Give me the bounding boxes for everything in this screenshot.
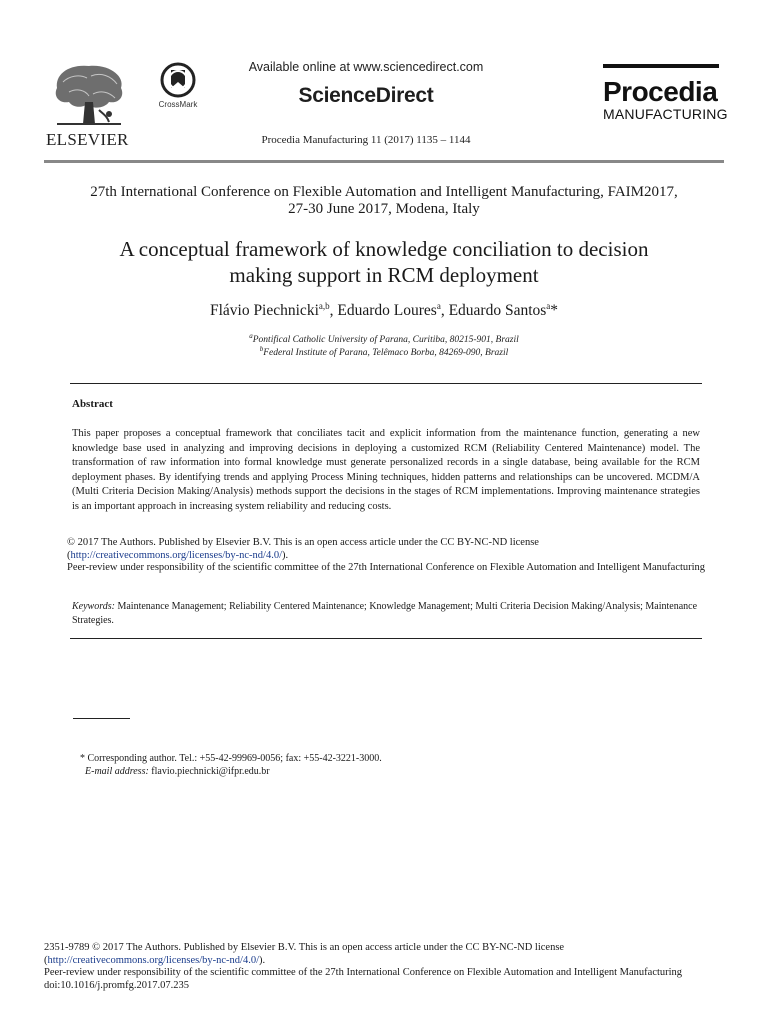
conference-line-1: 27th International Conference on Flexible Automation and Intelligent Manufacturing, FAIM2017,: [90, 184, 678, 200]
keywords-text: Maintenance Management; Reliability Centered Maintenance; Knowledge Management; Multi Criteria Decision Making/Analysis; Maintenance Strategies.: [72, 601, 698, 626]
title-line-2: making support in RCM deployment: [229, 263, 539, 287]
affiliation-text: Pontifical Catholic University of Parana, Curitiba, 80215-901, Brazil: [252, 335, 519, 345]
email-label: E-mail address:: [85, 766, 149, 777]
footer-license-link[interactable]: http://creativecommons.org/licenses/by-nc-nd/4.0/: [47, 954, 260, 966]
license-statement: © 2017 The Authors. Published by Elsevier B.V. This is an open access article under the CC BY-NC-ND license: [67, 537, 539, 548]
conference-info: [40, 184, 728, 218]
author-name: Eduardo Santos: [448, 302, 547, 319]
crossmark-label: CrossMark: [158, 100, 198, 109]
affiliations: [60, 331, 708, 359]
crossmark-icon: [160, 62, 196, 98]
elsevier-wordmark: ELSEVIER: [46, 130, 129, 149]
procedia-logo: [603, 64, 728, 136]
author-affiliation-mark: a: [436, 300, 441, 311]
procedia-subtitle: MANUFACTURING: [603, 106, 728, 122]
author-name: Eduardo Loures: [337, 302, 437, 319]
footnote-rule: [73, 718, 130, 719]
abstract-body: This paper proposes a conceptual framework that conciliates tacit and explicit information from the maintenance function, generating a new knowledge base used in analyzing and improving decisions in deploying a customized RCM (Reliability Centered Maintenance) model. The transformation of raw information into formal knowledge must generate personalized records in a single database, being available for the RCM deployment phases. By identifying trends and applying Process Mining techniques, hidden patterns and relationships can be uncovered. MCDM/A (Multi Criteria Decision Making/Analysis) methods support the decisions in the stages of RCM implementations. Improving maintenance strategies is an important approach in increasing system reliability and reducing costs.: [72, 428, 700, 512]
author-affiliation-mark: a: [546, 300, 551, 311]
abstract-bottom-rule: [70, 638, 702, 639]
footer-link-line: (http://creativecommons.org/licenses/by-nc-nd/4.0/).: [44, 954, 266, 966]
license-block: [67, 537, 707, 575]
author-separator: ,: [329, 302, 338, 319]
abstract-heading: Abstract: [72, 398, 113, 410]
elsevier-logo: [46, 58, 132, 150]
crossmark-badge[interactable]: [152, 62, 204, 109]
author-affiliation-mark: a,b: [318, 300, 330, 311]
conference-line-2: 27-30 June 2017, Modena, Italy: [288, 201, 480, 217]
author-name: Flávio Piechnicki: [209, 302, 319, 319]
affiliation-mark: a: [249, 331, 253, 340]
elsevier-tree-icon: [49, 58, 129, 128]
abstract-top-rule: [70, 383, 702, 384]
page-footer: [44, 942, 744, 992]
title-line-1: A conceptual framework of knowledge conciliation to decision: [119, 237, 649, 261]
footer-peer-review: Peer-review under responsibility of the scientific committee of the 27th International Conference on Flexible Automation and Intelligent Manufacturing: [44, 967, 683, 978]
header-divider: [44, 160, 724, 163]
paper-title: [60, 236, 708, 288]
corresponding-author-contact: * Corresponding author. Tel.: +55-42-99969-0056; fax: +55-42-3221-3000.: [80, 753, 382, 764]
affiliation-text: Federal Institute of Parana, Telêmaco Borba, 84269-090, Brazil: [263, 347, 509, 358]
keywords-label: Keywords:: [72, 601, 115, 612]
email-address[interactable]: flavio.piechnicki@ifpr.edu.br: [151, 766, 270, 777]
footer-doi: doi:10.1016/j.promfg.2017.07.235: [44, 979, 189, 991]
affiliation-a: [60, 331, 708, 347]
license-link[interactable]: http://creativecommons.org/licenses/by-nc-nd/4.0/: [70, 549, 283, 561]
journal-reference: Procedia Manufacturing 11 (2017) 1135 – 1144: [261, 134, 471, 146]
sciencedirect-logo: ScienceDirect: [298, 84, 434, 107]
affiliation-b: [60, 344, 708, 360]
available-online-text: Available online at www.sciencedirect.com: [248, 60, 484, 74]
corresponding-author-footnote: [80, 752, 680, 778]
procedia-top-bar: [603, 64, 719, 68]
corresponding-marker: *: [550, 302, 559, 319]
license-link-line: (http://creativecommons.org/licenses/by-nc-nd/4.0/).: [67, 549, 289, 561]
author-list: [60, 302, 708, 320]
author-separator: ,: [440, 302, 449, 319]
footer-link-close: ).: [259, 954, 266, 966]
footer-issn-license: 2351-9789 © 2017 The Authors. Published by Elsevier B.V. This is an open access article under the CC BY-NC-ND license: [44, 942, 565, 953]
keywords: [72, 600, 700, 627]
procedia-name: Procedia: [603, 76, 718, 107]
affiliation-mark: b: [259, 344, 264, 353]
peer-review-statement: Peer-review under responsibility of the scientific committee of the 27th International Conference on Flexible Automation and Intelligent Manufacturing: [67, 562, 706, 573]
corresponding-author-email-line: [80, 765, 680, 778]
license-link-close: ).: [282, 549, 289, 561]
